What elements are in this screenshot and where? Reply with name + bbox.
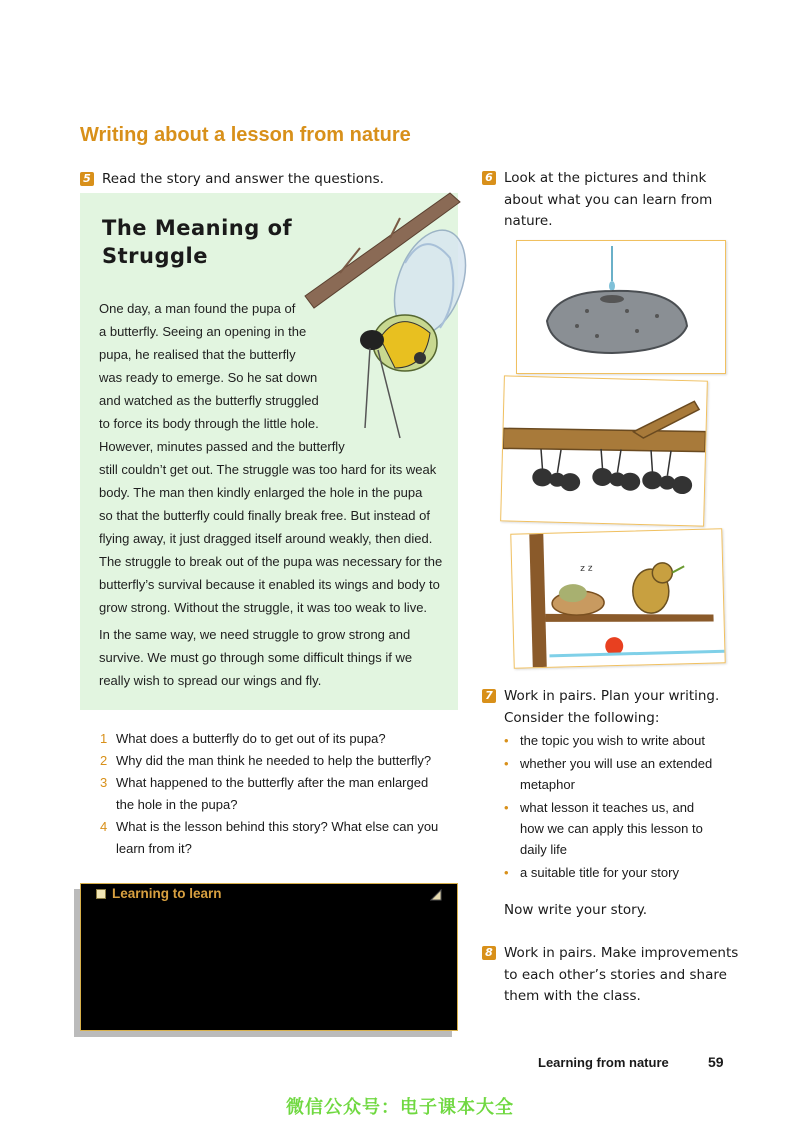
- story-paragraph-2: [99, 623, 449, 692]
- story-title-line-2: Struggle: [102, 244, 208, 268]
- bullet-item: • whether you will use an extended metaphor: [504, 753, 744, 795]
- bullet-text: how we can apply this lesson to: [520, 821, 703, 836]
- story-line: butterfly’s survival because it enabled its wings and body to: [99, 577, 440, 592]
- corner-triangle-icon: [430, 889, 442, 901]
- story-line: a butterfly. Seeing an opening in the: [99, 324, 307, 339]
- question-text: What is the lesson behind this story? What else can you: [116, 819, 439, 834]
- question-number: 4: [100, 819, 108, 834]
- question-text: What does a butterfly do to get out of its pupa?: [116, 731, 386, 746]
- question-item: [100, 728, 455, 750]
- question-item: [100, 750, 455, 772]
- page-heading: Writing about a lesson from nature: [80, 124, 411, 146]
- story-line: so that the butterfly could finally break free. But instead of: [99, 508, 430, 523]
- question-text: learn from it?: [116, 841, 192, 856]
- task-6: [482, 168, 742, 233]
- question-text: Why did the man think he needed to help the butterfly?: [116, 753, 432, 768]
- question-number: 3: [100, 775, 108, 790]
- task-7-bullets: [504, 730, 744, 885]
- story-title: [102, 214, 292, 270]
- task-6-line: about what you can learn from: [504, 191, 713, 208]
- task-6-number: 6: [482, 171, 496, 185]
- story-line: One day, a man found the pupa of: [99, 301, 296, 316]
- question-item: [100, 772, 455, 794]
- task-8-number: 8: [482, 946, 496, 960]
- learning-to-learn-box: [80, 883, 458, 1031]
- story-title-line-1: The Meaning of: [102, 216, 293, 240]
- story-line: flying away, it just dragged itself around weakly, then died.: [99, 531, 433, 546]
- bullet-text: a suitable title for your story: [520, 865, 679, 880]
- bullet-text: the topic you wish to write about: [520, 733, 705, 748]
- question-item-cont: [100, 794, 455, 816]
- story-line: survive. We must go through some difficult things if we: [99, 650, 413, 665]
- bullet-item: • the topic you wish to write about: [504, 730, 744, 751]
- story-line: pupa, he realised that the butterfly: [99, 347, 296, 362]
- story-line: still couldn’t get out. The struggle was too hard for its weak: [99, 462, 437, 477]
- task-7-after: Now write your story.: [504, 902, 648, 918]
- bullet-item: • what lesson it teaches us, and how we can apply this lesson to daily life: [504, 797, 744, 860]
- story-line: to force its body through the little hole.: [99, 416, 319, 431]
- learning-title-text: Learning to learn: [112, 886, 222, 901]
- learning-to-learn-title: [96, 886, 222, 901]
- question-text: the hole in the pupa?: [116, 797, 238, 812]
- story-line: and watched as the butterfly struggled: [99, 393, 319, 408]
- story-line: was ready to emerge. So he sat down: [99, 370, 318, 385]
- story-line: However, minutes passed and the butterfly: [99, 439, 345, 454]
- question-number: 2: [100, 753, 108, 768]
- picture-rock: [516, 240, 726, 374]
- task-5: [80, 169, 384, 190]
- square-icon: [96, 889, 106, 899]
- task-6-line: nature.: [504, 213, 553, 229]
- story-line: In the same way, we need struggle to grow strong and: [99, 627, 411, 642]
- picture-ants: [500, 375, 708, 526]
- task-8: [482, 943, 742, 1008]
- task-6-line: Look at the pictures and think: [504, 170, 707, 186]
- task-8-line: Work in pairs. Make improvements: [504, 945, 739, 961]
- task-7-line: Consider the following:: [504, 709, 660, 726]
- bullet-text: daily life: [520, 842, 567, 857]
- story-line: grow strong. Without the struggle, it was too weak to live.: [99, 600, 428, 615]
- bullet-text: metaphor: [520, 777, 575, 792]
- rock-water-drop-illustration: [517, 241, 725, 373]
- question-item-cont: [100, 838, 455, 860]
- question-list: [100, 728, 455, 860]
- story-line: really wish to spread our wings and fly.: [99, 673, 322, 688]
- task-5-text: Read the story and answer the questions.: [102, 171, 384, 187]
- task-7-number: 7: [482, 689, 496, 703]
- task-7: [482, 686, 742, 729]
- question-item: [100, 816, 455, 838]
- ants-branch-illustration: [501, 376, 707, 525]
- bullet-text: what lesson it teaches us, and: [520, 800, 695, 815]
- footer-section-label: Learning from nature: [538, 1055, 669, 1070]
- svg-text:z z: z z: [580, 563, 593, 574]
- task-7-line: Work in pairs. Plan your writing.: [504, 688, 720, 704]
- task-8-line: to each other’s stories and share: [504, 966, 727, 983]
- bottom-watermark: 微信公众号：电子课本大全: [286, 1097, 514, 1118]
- question-text: What happened to the butterfly after the man enlarged: [116, 775, 429, 790]
- story-line: body. The man then kindly enlarged the hole in the pupa: [99, 485, 423, 500]
- story-line: The struggle to break out of the pupa was necessary for the: [99, 554, 443, 569]
- task-5-number: 5: [80, 172, 94, 186]
- story-paragraph-1: [99, 297, 449, 619]
- bullet-text: whether you will use an extended: [520, 756, 713, 771]
- birds-nest-illustration: [511, 529, 724, 667]
- bullet-item: • a suitable title for your story: [504, 862, 744, 883]
- task-8-line: them with the class.: [504, 988, 641, 1004]
- picture-birds: [510, 528, 725, 669]
- question-number: 1: [100, 731, 108, 746]
- page-number: 59: [708, 1054, 724, 1070]
